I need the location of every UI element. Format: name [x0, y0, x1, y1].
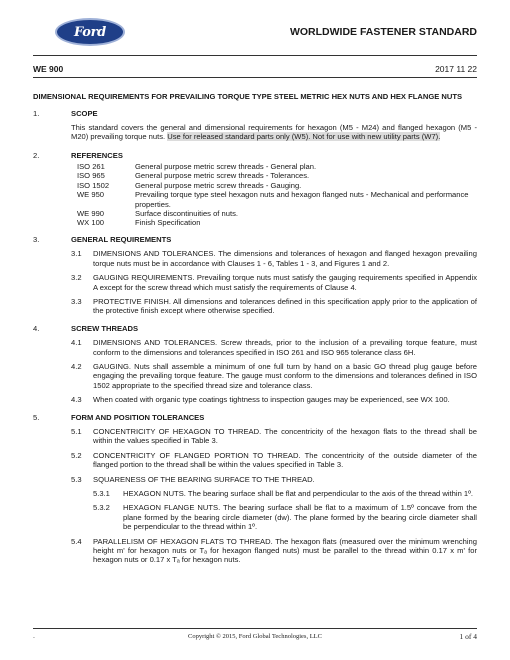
- clause-number: 4.1: [71, 338, 82, 348]
- doc-date: 2017 11 22: [435, 64, 477, 74]
- clause-number: 5.3: [71, 474, 82, 484]
- clause-text: DIMENSIONS AND TOLERANCES. The dimensions and tolerances of hexagon and flanged hexagon prevailing torque nuts must be in accordance with Clauses 1 - 6, Tables 1 - 3, and Figures 1 and 2.: [93, 249, 477, 268]
- reference-code: ISO 965: [77, 171, 105, 181]
- section-number: 3.: [33, 234, 40, 244]
- reference-row: [77, 190, 477, 209]
- section-title: REFERENCES: [71, 150, 123, 160]
- clause-number: 4.3: [71, 395, 82, 405]
- header-rule-bottom: [33, 77, 477, 78]
- section-title: SCOPE: [71, 109, 98, 119]
- document-title: DIMENSIONAL REQUIREMENTS FOR PREVAILING TORQUE TYPE STEEL METRIC HEX NUTS AND HEX FLANGE NUTS: [33, 92, 463, 101]
- clause: [71, 362, 477, 390]
- section-number: 2.: [33, 150, 40, 160]
- subclause-number: 5.3.1: [93, 489, 110, 498]
- reference-row: [77, 162, 477, 171]
- doc-number: WE 900: [33, 64, 64, 74]
- scope-highlighted-text: Use for released standard parts only (W5). Not for use with new utility parts (W7).: [167, 132, 441, 142]
- subclause-number: 5.3.2: [93, 503, 110, 513]
- clause-text: CONCENTRICITY OF FLANGED PORTION TO THREAD. The concentricity of the outside diameter of the flanged portion to the thread shall be within the values specified in Table 3.: [93, 450, 477, 470]
- reference-code: WE 950: [77, 190, 105, 200]
- clause-number: 5.2: [71, 450, 82, 460]
- copyright-notice: Copyright © 2015, Ford Global Technologies, LLC: [188, 633, 322, 640]
- references-table: [77, 162, 477, 228]
- footer-rule: [33, 628, 477, 629]
- section-heading: [33, 235, 477, 244]
- section-heading: [33, 109, 477, 118]
- clause: [71, 273, 477, 292]
- clause-number: 3.1: [71, 249, 82, 259]
- clause-number: 4.2: [71, 361, 82, 371]
- section-title: SCREW THREADS: [71, 323, 139, 333]
- clause-text: GAUGING REQUIREMENTS. Prevailing torque nuts must satisfy the gauging requirements specified in Appendix A except for the screw thread which must satisfy the requirements of Clause 4.: [93, 273, 477, 292]
- section-heading: [33, 151, 477, 160]
- clause: [71, 297, 477, 316]
- header-rule-top: [33, 55, 477, 56]
- clause: [71, 249, 477, 268]
- reference-row: [77, 171, 477, 180]
- reference-description: Finish Specification: [135, 218, 201, 228]
- reference-description: Prevailing torque type steel hexagon nuts and hexagon flanged nuts - Mechanical and performance properties.: [135, 190, 469, 209]
- reference-code: ISO 1502: [77, 180, 110, 190]
- clause: [71, 395, 477, 404]
- subclause-text: HEXAGON NUTS. The bearing surface shall be flat and perpendicular to the axis of the thread within 1º.: [123, 489, 474, 498]
- clause-text: PARALLELISM OF HEXAGON FLATS TO THREAD. The hexagon flats (measured over the minimum wrenching height m' for hexagon nuts or Tₐ for hexagon flanged nuts) must be parallel to the thread within 0.17 x m' for hexagon nuts or 0.17 x Tₐ for hexagon nuts.: [93, 536, 477, 565]
- subclause: [93, 503, 477, 531]
- document-body: [33, 92, 477, 565]
- clause-number: 5.4: [71, 536, 82, 546]
- clause-text: PROTECTIVE FINISH. All dimensions and tolerances defined in this specification apply prior to the application of the protective finish except where otherwise specified.: [93, 296, 477, 316]
- clause-number: 3.3: [71, 296, 82, 306]
- clause: [71, 475, 477, 484]
- page-number: 1 of 4: [459, 632, 477, 641]
- section-number: 1.: [33, 109, 40, 119]
- reference-row: [77, 209, 477, 218]
- reference-description: Surface discontinuities of nuts.: [135, 209, 238, 219]
- section-heading: [33, 413, 477, 422]
- clause-text: When coated with organic type coatings tightness to inspection gauges may be experienced, see WX 100.: [93, 395, 450, 405]
- ford-logo-text: Ford: [74, 24, 106, 40]
- reference-description: General purpose metric screw threads - General plan.: [135, 162, 317, 172]
- section-number: 4.: [33, 323, 40, 333]
- clause: [71, 338, 477, 357]
- scope-paragraph: [71, 123, 477, 142]
- reference-description: General purpose metric screw threads - Gauging.: [135, 180, 302, 190]
- reference-row: [77, 181, 477, 190]
- clause-number: 3.2: [71, 273, 82, 283]
- clause-text: DIMENSIONS AND TOLERANCES. Screw threads, prior to the inclusion of a prevailing torque feature, must conform to the dimensions and tolerances specified in ISO 261 and ISO 965 tolerance class 6H.: [93, 338, 477, 357]
- clause-text: SQUARENESS OF THE BEARING SURFACE TO THE THREAD.: [93, 474, 315, 484]
- clause: [71, 537, 477, 565]
- ford-logo: [55, 18, 125, 46]
- clause: [71, 451, 477, 470]
- clause-number: 5.1: [71, 426, 82, 436]
- section-title: GENERAL REQUIREMENTS: [71, 234, 172, 244]
- section-title: FORM AND POSITION TOLERANCES: [71, 412, 205, 422]
- section-number: 5.: [33, 412, 40, 422]
- clause: [71, 427, 477, 446]
- reference-code: WX 100: [77, 218, 105, 228]
- subclause: [93, 489, 477, 498]
- reference-description: General purpose metric screw threads - Tolerances.: [135, 171, 310, 181]
- clause-text: GAUGING. Nuts shall assemble a minimum of one full turn by hand on a basic GO thread plug gauge before engaging the prevailing torque feature. The gauge must conform to the dimensions and tolerances defined in ISO 1502 appropriate to the specified thread size and tolerance class.: [93, 361, 477, 390]
- reference-row: [77, 218, 477, 227]
- subclause-text: HEXAGON FLANGE NUTS. The bearing surface shall be flat to a maximum of 1.5º concave from the plane formed by the bearing circle diameter (dw). The plane formed by the bearing circle diameter shall be perpendicular to the thread within 1º.: [123, 503, 477, 532]
- section-heading: [33, 324, 477, 333]
- reference-code: WE 990: [77, 209, 105, 219]
- reference-code: ISO 261: [77, 162, 105, 172]
- scope-text: This standard covers the general and dimensional requirements for hexagon (M5 - M24) and flanged hexagon (M5 - M20) prevailing torque nuts.: [71, 122, 477, 142]
- clause-text: CONCENTRICITY OF HEXAGON TO THREAD. The concentricity of the hexagon flats to the thread shall be within the values specified in Table 3.: [93, 426, 477, 446]
- footer-mark: .: [33, 633, 35, 640]
- standard-title: WORLDWIDE FASTENER STANDARD: [289, 26, 477, 38]
